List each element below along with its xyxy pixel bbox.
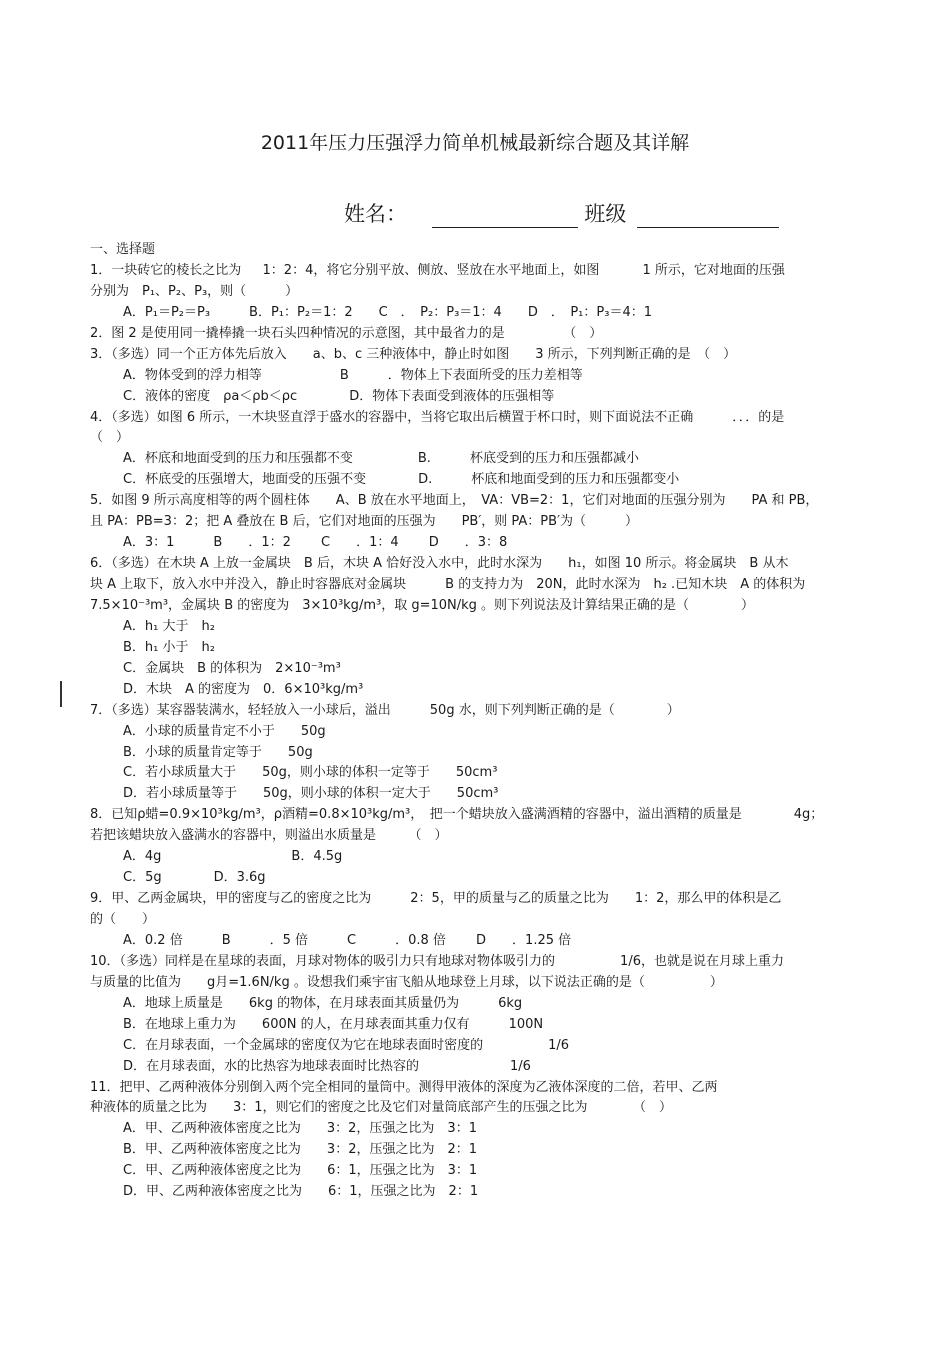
text-line: 6．（多选）在木块 A 上放一金属块 B 后，木块 A 恰好没入水中，此时水深为 h₁，如图 10 所示。将金属块 B 从木 <box>90 556 789 572</box>
text-line: A．甲、乙两种液体密度之比为 3：2，压强之比为 3：1 <box>123 1121 477 1137</box>
text-line: B．h₁ 小于 h₂ <box>123 639 215 655</box>
text-line: 2．图 2 是使用同一撬棒撬一块石头四种情况的示意图，其中最省力的是 （ ） <box>90 325 603 341</box>
text-line: A．物体受到的浮力相等 B ．物体上下表面所受的压力差相等 <box>123 367 583 383</box>
text-line: 9．甲、乙两金属块，甲的密度与乙的密度之比为 2：5，甲的质量与乙的质量之比为 1：2，那么甲的体积是乙 <box>90 891 782 907</box>
text-line: D．在月球表面，水的比热容为地球表面时比热容的 1/6 <box>123 1058 531 1074</box>
text-line: 与质量的比值为 g月=1.6N/kg 。设想我们乘宇宙飞船从地球登上月球，以下说法正确的是（ ） <box>90 974 723 990</box>
text-line: A．小球的质量肯定不小于 50g <box>123 723 326 739</box>
class-blank-line <box>637 205 779 228</box>
text-line: B．甲、乙两种液体密度之比为 3：2，压强之比为 2：1 <box>123 1142 478 1158</box>
name-blank-line <box>432 205 578 228</box>
text-line: A．h₁ 大于 h₂ <box>123 618 215 634</box>
text-line: 7．（多选）某容器装满水，轻轻放入一小球后，溢出 50g 水，则下列判断正确的是（ ） <box>90 702 680 718</box>
margin-mark <box>60 681 62 707</box>
text-line: C．液体的密度 ρa＜ρb＜ρc D．物体下表面受到液体的压强相等 <box>123 388 555 404</box>
text-line: 3．（多选）同一个正方体先后放入 a、b、c 三种液体中，静止时如图 3 所示，下列判断正确的是 （ ） <box>90 346 737 362</box>
text-line: C．甲、乙两种液体密度之比为 6：1，压强之比为 3：1 <box>123 1163 478 1179</box>
text-line: 分别为 P₁、P₂、P₃，则（ ） <box>90 283 299 299</box>
text-line: C．5g D．3.6g <box>123 870 266 886</box>
class-label: 班级 <box>584 202 627 226</box>
text-line: B．在地球上重力为 600N 的人，在月球表面其重力仅有 100N <box>123 1016 544 1032</box>
text-line: 种液体的质量之比为 3：1，则它们的密度之比及它们对量筒底部产生的压强之比为 （ ） <box>90 1100 673 1116</box>
text-line: A．0.2 倍 B ．5 倍 C ．0.8 倍 D ．1.25 倍 <box>123 932 572 948</box>
text-line: 一、选择题 <box>90 242 156 257</box>
text-line: 的（ ） <box>90 912 156 927</box>
text-line: D．甲、乙两种液体密度之比为 6：1，压强之比为 2：1 <box>123 1184 479 1200</box>
text-line: A．3：1 B ．1：2 C ．1：4 D ．3：8 <box>123 535 508 551</box>
text-line: A．地球上质量是 6kg 的物体，在月球表面其质量仍为 6kg <box>123 995 523 1011</box>
text-line: 10．（多选）同样是在星球的表面，月球对物体的吸引力只有地球对物体吸引力的 1/6，也就是说在月球上重力 <box>90 953 784 969</box>
text-line: 块 A 上取下，放入水中并没入，静止时容器底对金属块 B 的支持力为 20N，此时水深为 h₂ .已知木块 A 的体积为 <box>90 577 806 592</box>
text-line: 11．把甲、乙两种液体分别倒入两个完全相同的量筒中。测得甲液体的深度为乙液体深度的二倍，若甲、乙两 <box>90 1079 718 1095</box>
text-line: C．杯底受的压强增大，地面受的压强不变 D. 杯底和地面受到的压力和压强都变小 <box>123 472 680 488</box>
text-line: 8．已知ρ蜡=0.9×10³kg/m³，ρ酒精=0.8×10³kg/m³， 把一个蜡块放入盛满酒精的容器中，溢出酒精的质量是 4g； <box>90 807 824 823</box>
text-line: B．小球的质量肯定等于 50g <box>123 744 313 760</box>
text-line: A．P₁＝P₂＝P₃ B．P₁：P₂＝1：2 C ． P₂：P₃＝1：4 D ． P₁：P₃＝4：1 <box>123 304 652 320</box>
text-line: 7.5×10⁻³m³，金属块 B 的密度为 3×10³kg/m³，取 g=10N/kg 。则下列说法及计算结果正确的是（ ） <box>90 597 755 613</box>
text-line: C．在月球表面，一个金属球的密度仅为它在地球表面时密度的 1/6 <box>123 1037 569 1053</box>
text-line: A．4g B．4.5g <box>123 849 343 865</box>
text-line: D．木块 A 的密度为 0．6×10³kg/m³ <box>123 681 364 697</box>
name-class-row <box>344 198 779 228</box>
document-title: 2011年压力压强浮力简单机械最新综合题及其详解 <box>260 132 690 154</box>
text-line: 且 PA：PB=3：2；把 A 叠放在 B 后，它们对地面的压强为 PB′，则 PA：PB′为（ ） <box>90 514 639 530</box>
text-line: A．杯底和地面受到的压力和压强都不变 B. 杯底受到的压力和压强都减小 <box>123 451 639 467</box>
text-line: 1．一块砖它的棱长之比为 1：2：4，将它分别平放、侧放、竖放在水平地面上，如图 1 所示，它对地面的压强 <box>90 262 785 278</box>
text-line: 5．如图 9 所示高度相等的两个圆柱体 A、B 放在水平地面上， VA：VB=2：1，它们对地面的压强分别为 PA 和 PB， <box>90 493 819 509</box>
text-line: 若把该蜡块放入盛满水的容器中，则溢出水质量是 （ ） <box>90 828 448 844</box>
text-line: 4．（多选）如图 6 所示，一木块竖直浮于盛水的容器中，当将它取出后横置于杯口时，则下面说法不正确 ．．．的是 <box>90 409 785 425</box>
text-line: C．若小球质量大于 50g，则小球的体积一定等于 50cm³ <box>123 765 498 781</box>
text-line: D．若小球质量等于 50g，则小球的体积一定大于 50cm³ <box>123 786 499 802</box>
text-line: （ ） <box>90 430 130 446</box>
question-body <box>90 240 890 1203</box>
text-line: C．金属块 B 的体积为 2×10⁻³m³ <box>123 660 341 676</box>
name-label: 姓名： <box>344 202 407 226</box>
